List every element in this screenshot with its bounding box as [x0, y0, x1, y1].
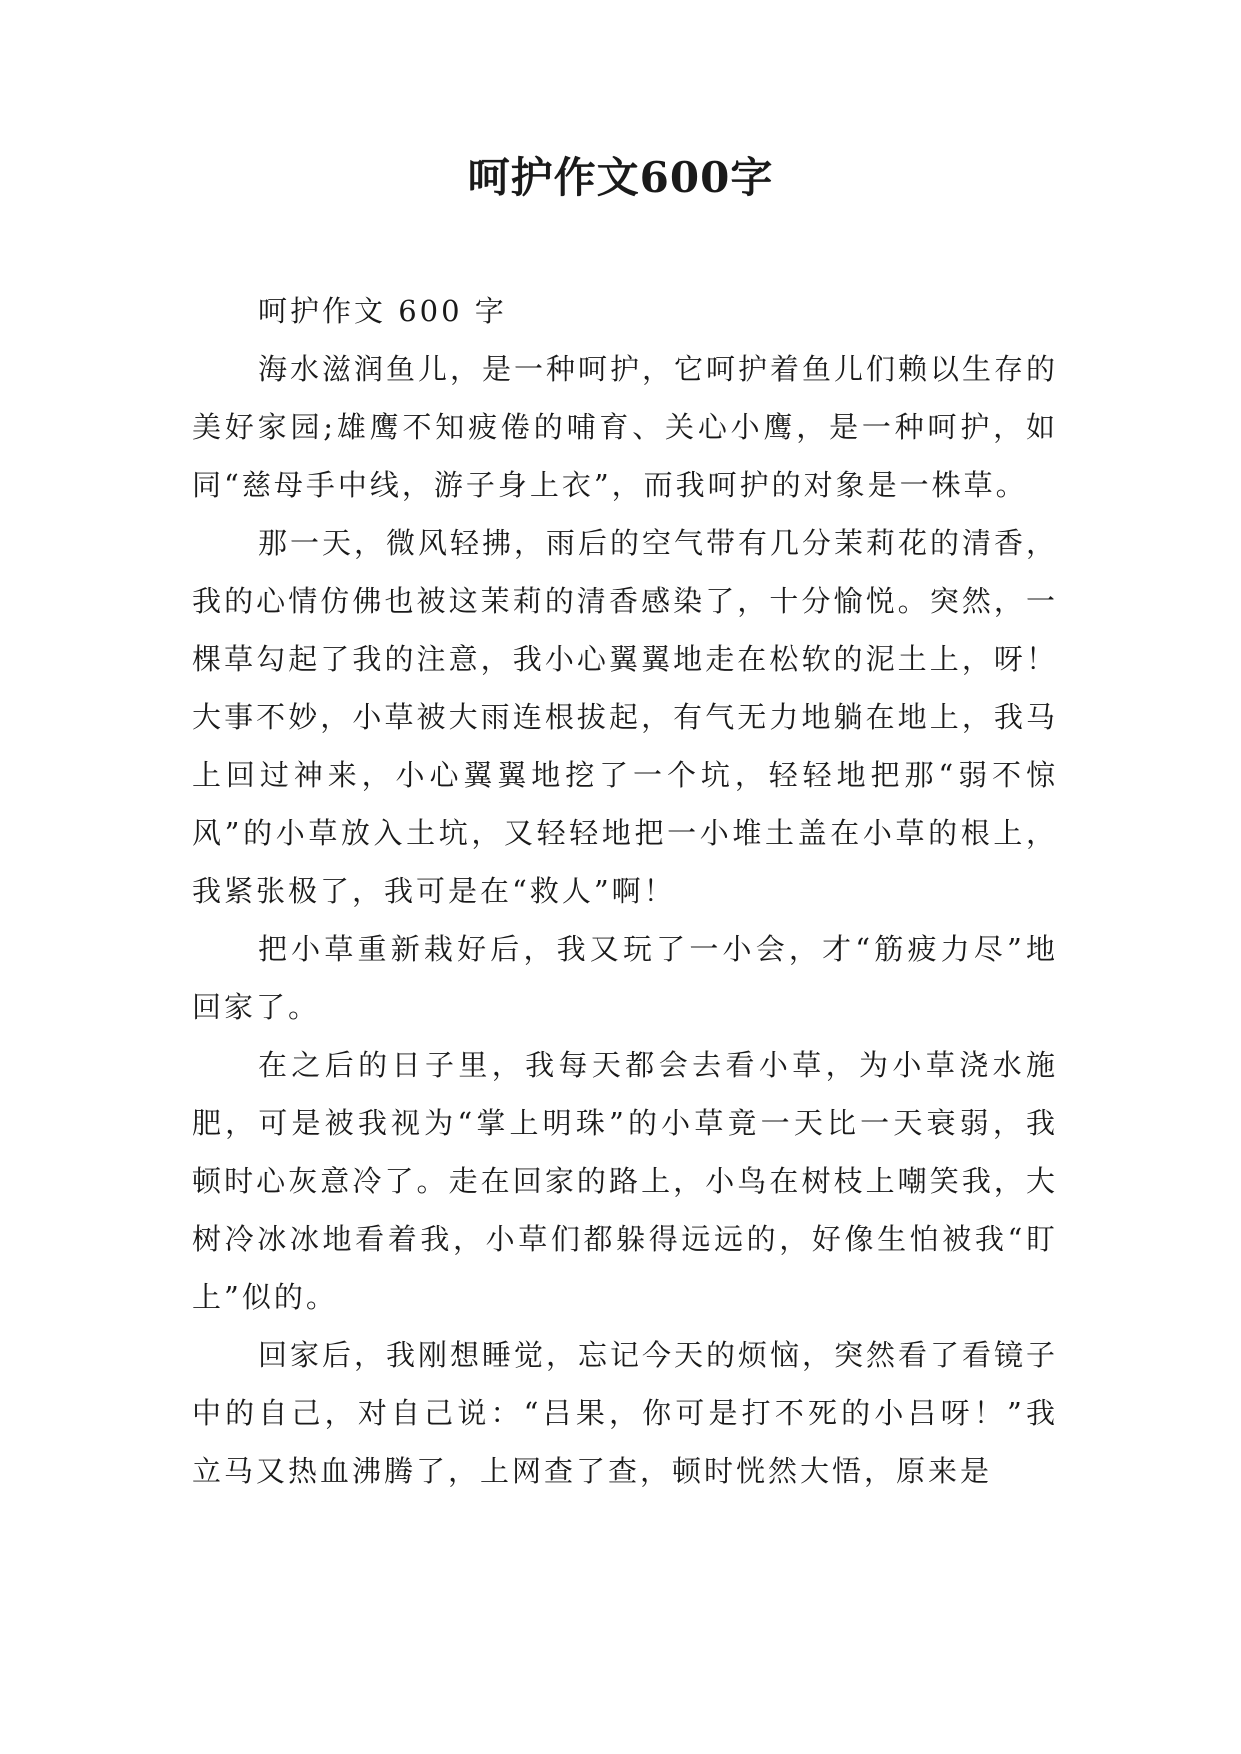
paragraph-subtitle: 呵护作文 600 字	[258, 294, 507, 328]
paragraph: 把小草重新栽好后，我又玩了一小会，才“筋疲力尽”地回家了。	[192, 932, 1058, 1024]
document-body	[192, 282, 1058, 1500]
paragraph: 在之后的日子里，我每天都会去看小草，为小草浇水施肥，可是被我视为“掌上明珠”的小草竟一天比一天衰弱，我顿时心灰意冷了。走在回家的路上，小鸟在树枝上嘲笑我，大树冷冰冰地看着我，小草们都躲得远远的，好像生怕被我“盯上”似的。	[192, 1048, 1058, 1314]
paragraph: 海水滋润鱼儿，是一种呵护，它呵护着鱼儿们赖以生存的美好家园;雄鹰不知疲倦的哺育、关心小鹰，是一种呵护，如同“慈母手中线，游子身上衣”，而我呵护的对象是一株草。	[192, 352, 1059, 502]
document-title: 呵护作文600字	[467, 153, 774, 202]
paragraph: 回家后，我刚想睡觉，忘记今天的烦恼，突然看了看镜子中的自己，对自己说：“吕果，你可是打不死的小吕呀！”我立马又热血沸腾了，上网查了查，顿时恍然大悟，原来是	[192, 1338, 1059, 1488]
paragraph: 那一天，微风轻拂，雨后的空气带有几分茉莉花的清香，我的心情仿佛也被这茉莉的清香感染了，十分愉悦。突然，一棵草勾起了我的注意，我小心翼翼地走在松软的泥土上，呀！大事不妙，小草被大雨连根拔起，有气无力地躺在地上，我马上回过神来，小心翼翼地挖了一个坑，轻轻地把那“弱不惊风”的小草放入土坑，又轻轻地把一小堆土盖在小草的根上，我紧张极了，我可是在“救人”啊！	[192, 526, 1059, 908]
